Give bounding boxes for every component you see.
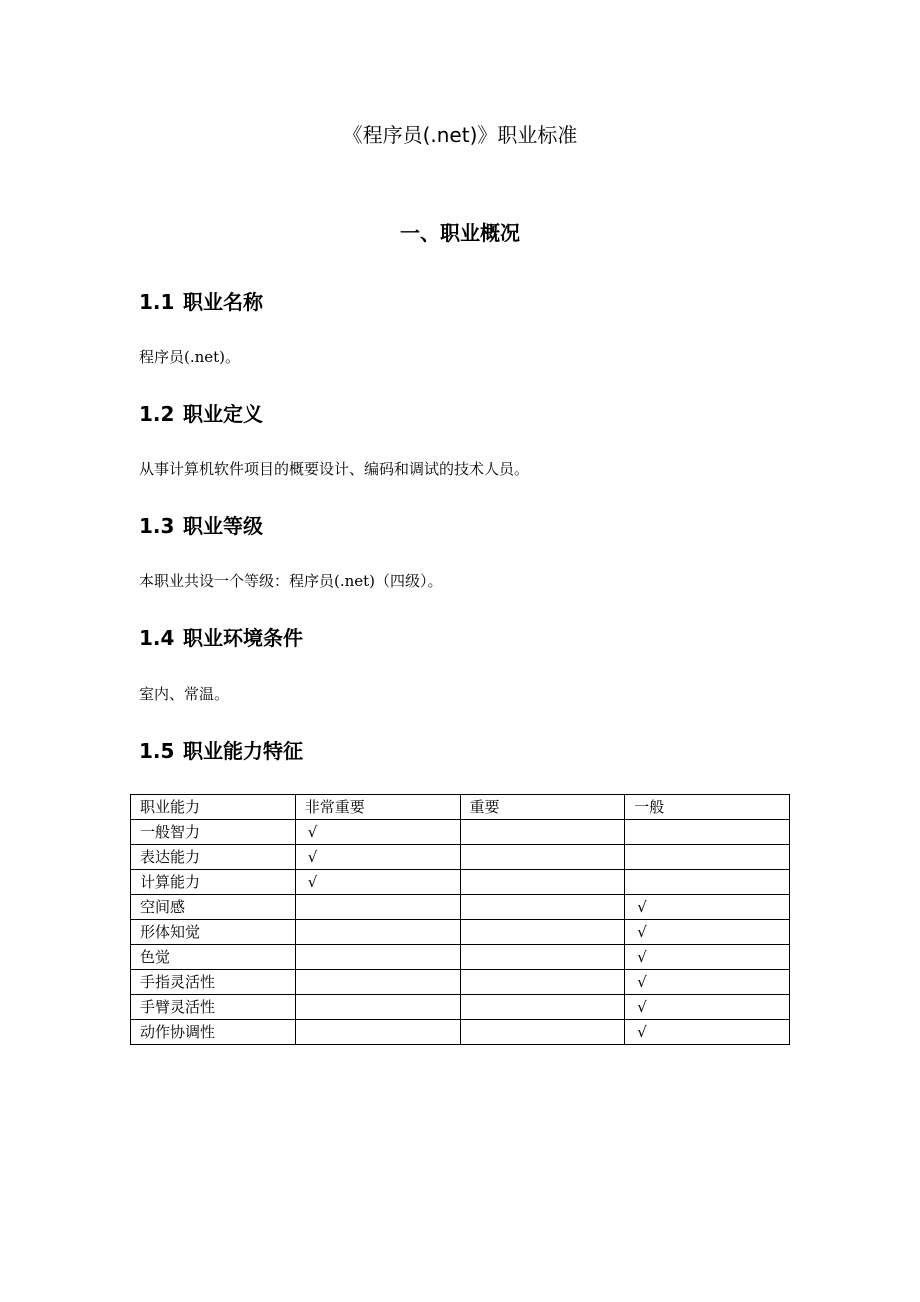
table-row <box>131 945 790 970</box>
rating-cell <box>625 870 790 895</box>
section-heading-1-5 <box>139 736 303 766</box>
document-title: 《程序员(.net)》职业标准 <box>342 123 578 147</box>
rating-cell <box>295 920 460 945</box>
rating-cell: √ <box>295 845 460 870</box>
rating-cell: √ <box>625 970 790 995</box>
table-row <box>131 870 790 895</box>
ability-name: 空间感 <box>131 895 296 920</box>
table-row <box>131 970 790 995</box>
chapter-title: 一、职业概况 <box>400 221 520 245</box>
ability-name: 色觉 <box>131 945 296 970</box>
section-heading-1-2 <box>139 399 263 429</box>
table-row <box>131 920 790 945</box>
rating-cell: √ <box>625 995 790 1020</box>
rating-cell <box>460 995 625 1020</box>
rating-cell <box>460 870 625 895</box>
rating-cell <box>295 1020 460 1045</box>
rating-cell <box>460 920 625 945</box>
ability-name: 表达能力 <box>131 845 296 870</box>
rating-cell <box>460 895 625 920</box>
rating-cell <box>295 945 460 970</box>
rating-cell <box>460 820 625 845</box>
table-header-cell: 重要 <box>460 795 625 820</box>
rating-cell: √ <box>625 895 790 920</box>
ability-name: 计算能力 <box>131 870 296 895</box>
ability-name: 手指灵活性 <box>131 970 296 995</box>
section-title: 职业能力特征 <box>183 739 303 763</box>
section-title: 职业等级 <box>183 514 263 538</box>
section-heading-1-4 <box>139 623 303 653</box>
table-row <box>131 895 790 920</box>
table-row <box>131 845 790 870</box>
rating-cell <box>295 895 460 920</box>
section-heading-1-1 <box>139 287 263 317</box>
section-number: 1.1 <box>139 290 175 314</box>
section-body-1-1: 程序员(.net)。 <box>139 348 241 366</box>
table-header-cell: 职业能力 <box>131 795 296 820</box>
ability-name: 手臂灵活性 <box>131 995 296 1020</box>
ability-name: 形体知觉 <box>131 920 296 945</box>
table-header-cell: 一般 <box>625 795 790 820</box>
section-number: 1.5 <box>139 739 175 763</box>
rating-cell <box>460 1020 625 1045</box>
section-body-1-4: 室内、常温。 <box>139 685 230 703</box>
ability-name: 动作协调性 <box>131 1020 296 1045</box>
rating-cell: √ <box>625 920 790 945</box>
table-row <box>131 1020 790 1045</box>
section-number: 1.2 <box>139 402 175 426</box>
ability-name: 一般智力 <box>131 820 296 845</box>
section-title: 职业名称 <box>183 290 263 314</box>
table-row <box>131 820 790 845</box>
section-title: 职业定义 <box>183 402 263 426</box>
rating-cell <box>625 845 790 870</box>
section-number: 1.3 <box>139 514 175 538</box>
section-body-1-3: 本职业共设一个等级：程序员(.net)（四级）。 <box>139 572 443 590</box>
rating-cell <box>295 995 460 1020</box>
rating-cell <box>460 845 625 870</box>
rating-cell <box>460 945 625 970</box>
table-header-row <box>131 795 790 820</box>
section-heading-1-3 <box>139 511 263 541</box>
rating-cell: √ <box>295 870 460 895</box>
table-header-cell: 非常重要 <box>295 795 460 820</box>
ability-table <box>130 794 790 1045</box>
table-row <box>131 995 790 1020</box>
rating-cell: √ <box>625 945 790 970</box>
section-body-1-2: 从事计算机软件项目的概要设计、编码和调试的技术人员。 <box>139 460 530 478</box>
rating-cell: √ <box>295 820 460 845</box>
rating-cell <box>295 970 460 995</box>
section-title: 职业环境条件 <box>183 626 303 650</box>
rating-cell: √ <box>625 1020 790 1045</box>
rating-cell <box>625 820 790 845</box>
section-number: 1.4 <box>139 626 175 650</box>
rating-cell <box>460 970 625 995</box>
